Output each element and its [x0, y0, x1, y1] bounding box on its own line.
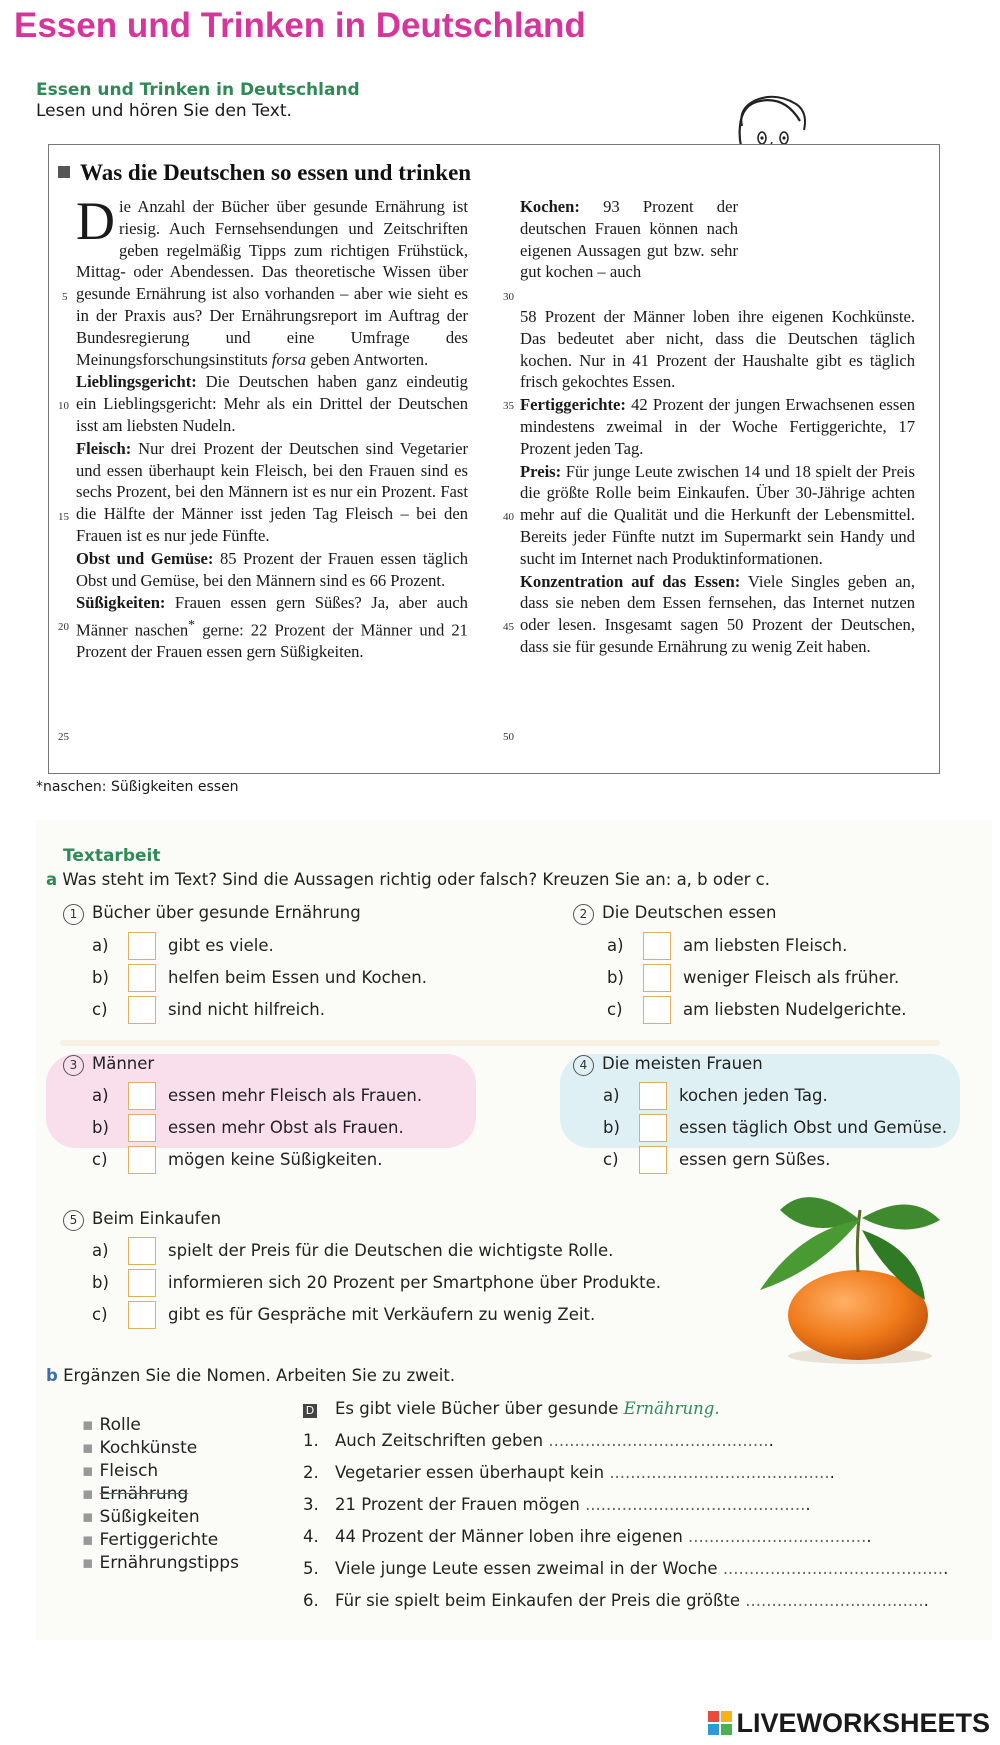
p4-text-b: gerne: 22 Prozent der Männer und 21 Prozent der Frauen essen gern Süßigkeiten.	[76, 620, 468, 662]
question-stem-text: Beim Einkaufen	[92, 1209, 222, 1228]
word-list-item-used: ▪ Ernährung	[82, 1484, 189, 1504]
option-label: b)	[92, 967, 109, 987]
textarbeit-heading: Textarbeit	[63, 846, 161, 866]
article-right-column	[520, 306, 915, 659]
p6-text: 42 Prozent der jungen Erwachsenen essen mindestens zweimal in der Woche Fertiggerichte, 17 Prozent jeden Tag.	[520, 395, 915, 458]
question-5-stem	[63, 1209, 221, 1231]
logo-text: LIVEWORKSHEETS	[736, 1708, 990, 1738]
q2-checkbox-a[interactable]	[643, 932, 671, 960]
article-title	[58, 160, 471, 186]
p4-text-a: Frauen essen gern Süßes? Ja, aber auch Männer naschen	[76, 593, 468, 640]
question-number-circle: 3	[63, 1055, 84, 1076]
question-1-stem	[63, 903, 361, 925]
option-label: c)	[607, 999, 623, 1019]
option-label: a)	[607, 935, 624, 955]
divider-band	[60, 1040, 940, 1046]
line-number: 50	[503, 731, 514, 743]
task-a-letter: a	[46, 870, 58, 889]
word-list-item: ▪ Süßigkeiten	[82, 1507, 200, 1527]
intro-end: geben Antworten.	[310, 349, 429, 369]
lesson-instruction: Lesen und hören Sie den Text.	[36, 101, 292, 121]
line-number: 40	[503, 511, 514, 523]
p5-text-a: 93 Prozent der deutschen Frauen können nach eigenen Aussagen gut bzw. sehr gut kochen – auch	[520, 197, 738, 282]
sentence-3: 3. 21 Prozent der Frauen mögen ...........................................	[303, 1495, 811, 1514]
option-text: essen mehr Fleisch als Frauen.	[168, 1085, 423, 1105]
option-text: sind nicht hilfreich.	[168, 999, 326, 1019]
line-number: 20	[58, 621, 69, 633]
question-3-stem	[63, 1054, 154, 1076]
p8-text: Viele Singles geben an, dass sie neben dem Essen fernsehen, das Internet nutzen oder lesen. Insgesamt sagen 50 Prozent der Deutschen, dass sie für gesunde Ernährung zu wenig Zeit haben.	[520, 571, 915, 656]
sentence-2: 2. Vegetarier essen überhaupt kein ...........................................	[303, 1463, 835, 1482]
line-number: 10	[58, 400, 69, 412]
q3-option-c	[92, 1146, 382, 1174]
article-title-text: Was die Deutschen so essen und trinken	[80, 160, 472, 185]
word-list-item: ▪ Rolle	[82, 1415, 141, 1435]
q4-option-c	[603, 1146, 830, 1174]
word-list-item: ▪ Ernährungstipps	[82, 1553, 239, 1573]
q3-checkbox-b[interactable]	[128, 1114, 156, 1142]
q4-checkbox-c[interactable]	[639, 1146, 667, 1174]
q3-option-a	[92, 1082, 422, 1110]
line-number: 45	[503, 621, 514, 633]
p4-heading: Süßigkeiten:	[76, 593, 166, 613]
q1-checkbox-c[interactable]	[128, 996, 156, 1024]
word-list-item: ▪ Fertiggerichte	[82, 1530, 219, 1550]
q2-option-a	[607, 932, 847, 960]
q1-option-b	[92, 964, 427, 992]
p2-text: Nur drei Prozent der Deutschen sind Vegetarier und essen überhaupt kein Fleisch, bei den Frauen sind es sechs Prozent, bei den Männern ist es nur ein Prozent. Fast die Hälfte der Männer isst jeden Tag Fleisch – bei den Frauen ist es nur jede Fünfte.	[76, 438, 468, 545]
word-list	[82, 1414, 239, 1575]
line-number: 25	[58, 731, 69, 743]
blank-1[interactable]: ..........................................	[548, 1431, 769, 1450]
blank-2[interactable]: ..........................................	[609, 1463, 830, 1482]
question-stem-text: Bücher über gesunde Ernährung	[92, 903, 361, 922]
footnote: *naschen: Süßigkeiten essen	[36, 779, 239, 795]
question-2-stem	[573, 903, 776, 925]
question-stem-text: Die Deutschen essen	[602, 903, 777, 922]
option-text: informieren sich 20 Prozent per Smartphone über Produkte.	[168, 1272, 661, 1292]
blank-5[interactable]: ..........................................	[722, 1559, 944, 1578]
option-text: kochen jeden Tag.	[679, 1085, 828, 1105]
blank-6[interactable]: ..................................	[745, 1591, 924, 1610]
option-label: a)	[603, 1085, 620, 1105]
q4-option-b	[603, 1114, 947, 1142]
task-a-text: Was steht im Text? Sind die Aussagen richtig oder falsch? Kreuzen Sie an: a, b oder c.	[62, 870, 770, 889]
p5-text-b: 58 Prozent der Männer loben ihre eigenen Kochkünste. Das bedeutet aber nicht, dass die Deutschen täglich kochen. Nur in 41 Prozent der Haushalte gibt es täglich frisch gekochtes Essen.	[520, 307, 915, 392]
q5-option-a	[92, 1237, 613, 1265]
q2-checkbox-b[interactable]	[643, 964, 671, 992]
example-answer: Ernährung.	[623, 1399, 720, 1418]
option-label: b)	[92, 1272, 109, 1292]
option-text: essen mehr Obst als Frauen.	[168, 1117, 404, 1137]
q3-checkbox-c[interactable]	[128, 1146, 156, 1174]
example-text: Es gibt viele Bücher über gesunde	[335, 1399, 619, 1418]
q3-checkbox-a[interactable]	[128, 1082, 156, 1110]
q5-checkbox-b[interactable]	[128, 1269, 156, 1297]
task-b-instruction	[46, 1366, 455, 1385]
option-label: b)	[92, 1117, 109, 1137]
option-text: gibt es viele.	[168, 935, 274, 955]
page-title: Essen und Trinken in Deutschland	[14, 6, 586, 45]
option-label: c)	[92, 1304, 108, 1324]
forsa-text: forsa	[271, 349, 307, 369]
q4-checkbox-a[interactable]	[639, 1082, 667, 1110]
question-stem-text: Männer	[92, 1054, 155, 1073]
option-text: helfen beim Essen und Kochen.	[168, 967, 427, 987]
p2-heading: Fleisch:	[76, 438, 132, 458]
blank-4[interactable]: ..................................	[688, 1527, 867, 1546]
question-4-stem	[573, 1054, 763, 1076]
line-number: 35	[503, 400, 514, 412]
option-text: am liebsten Nudelgerichte.	[683, 999, 907, 1019]
option-label: c)	[603, 1149, 619, 1169]
option-text: gibt es für Gespräche mit Verkäufern zu wenig Zeit.	[168, 1304, 596, 1324]
p6-heading: Fertiggerichte:	[520, 395, 626, 415]
option-text: weniger Fleisch als früher.	[683, 967, 900, 987]
q5-checkbox-c[interactable]	[128, 1301, 156, 1329]
question-number-circle: 5	[63, 1210, 84, 1231]
intro-text: ie Anzahl der Bücher über gesunde Ernährung ist riesig. Auch Fernsehsendungen und Zeitschriften geben regelmäßig Tipps zum richtigen Frühstück, Mittag- oder Abendessen. Das theoretische Wissen über gesunde Ernährung ist also vorhanden – aber wie sieht es in der Praxis aus? Der Ernährungsreport im Auftrag der Bundesregierung und eine Umfrage des Meinungsforschungsinstituts	[76, 197, 468, 369]
question-number-circle: 4	[573, 1055, 594, 1076]
q4-option-a	[603, 1082, 828, 1110]
option-label: a)	[92, 1085, 109, 1105]
option-label: c)	[92, 1149, 108, 1169]
blank-3[interactable]: ..........................................	[585, 1495, 806, 1514]
article-right-column-top	[520, 196, 738, 284]
task-a-instruction	[46, 870, 770, 889]
q5-option-c	[92, 1301, 595, 1329]
tangerine-illustration	[740, 1180, 950, 1370]
example-marker-icon: D	[303, 1404, 317, 1418]
question-number-circle: 1	[63, 904, 84, 925]
liveworksheets-grid-icon	[708, 1711, 732, 1735]
option-label: b)	[603, 1117, 620, 1137]
q5-checkbox-a[interactable]	[128, 1237, 156, 1265]
task-b-letter: b	[46, 1366, 58, 1385]
sentence-6: 6. Für sie spielt beim Einkaufen der Preis die größte ...................................	[303, 1591, 929, 1610]
p1-text: Die Deutschen haben ganz eindeutig ein Lieblingsgericht: Mehr als ein Drittel der Deutschen isst am liebsten Nudeln.	[76, 372, 468, 435]
p5-heading: Kochen:	[520, 197, 580, 216]
task-b-text: Ergänzen Sie die Nomen. Arbeiten Sie zu zweit.	[63, 1366, 456, 1385]
lesson-heading: Essen und Trinken in Deutschland	[36, 80, 360, 100]
q1-option-a	[92, 932, 274, 960]
title-square-icon	[58, 166, 70, 178]
p7-heading: Preis:	[520, 461, 562, 481]
p7-text: Für junge Leute zwischen 14 und 18 spielt der Preis die größte Rolle beim Einkaufen. Über 30-Jährige achten mehr auf die Qualität und die Herkunft der Lebensmittel. Bereits jeder Fünfte nutzt im Supermarkt sein Handy und sucht im Internet nach Produktinformationen.	[520, 461, 916, 568]
article-left-column	[76, 191, 468, 664]
option-text: essen täglich Obst und Gemüse.	[679, 1117, 948, 1137]
line-number: 5	[62, 291, 68, 303]
q2-checkbox-c[interactable]	[643, 996, 671, 1024]
option-text: spielt der Preis für die Deutschen die wichtigste Rolle.	[168, 1240, 614, 1260]
q1-option-c	[92, 996, 325, 1024]
option-text: essen gern Süßes.	[679, 1149, 831, 1169]
q1-checkbox-b[interactable]	[128, 964, 156, 992]
drop-cap: D	[76, 191, 115, 251]
p8-heading: Konzentration auf das Essen:	[520, 571, 741, 591]
example-sentence	[303, 1399, 720, 1418]
word-list-item: ▪ Kochkünste	[82, 1438, 198, 1458]
question-stem-text: Die meisten Frauen	[602, 1054, 763, 1073]
line-number: 15	[58, 511, 69, 523]
sentence-4: 4. 44 Prozent der Männer loben ihre eigenen ...................................	[303, 1527, 872, 1546]
p3-text: 85 Prozent der Frauen essen täglich Obst und Gemüse, bei den Männern sind es 66 Prozent.	[76, 548, 468, 590]
option-label: a)	[92, 935, 109, 955]
question-number-circle: 2	[573, 904, 594, 925]
p1-heading: Lieblingsgericht:	[76, 372, 197, 392]
option-label: c)	[92, 999, 108, 1019]
liveworksheets-logo	[708, 1708, 990, 1739]
option-text: mögen keine Süßigkeiten.	[168, 1149, 383, 1169]
word-list-item: ▪ Fleisch	[82, 1461, 159, 1481]
option-label: b)	[607, 967, 624, 987]
q5-option-b	[92, 1269, 661, 1297]
q2-option-c	[607, 996, 907, 1024]
sentence-1: 1. Auch Zeitschriften geben ...........................................	[303, 1431, 774, 1450]
q1-checkbox-a[interactable]	[128, 932, 156, 960]
option-label: a)	[92, 1240, 109, 1260]
p3-heading: Obst und Gemüse:	[76, 548, 214, 568]
q2-option-b	[607, 964, 899, 992]
sentence-5: 5. Viele junge Leute essen zweimal in der Woche ...........................................	[303, 1559, 949, 1578]
q3-option-b	[92, 1114, 404, 1142]
q4-checkbox-b[interactable]	[639, 1114, 667, 1142]
line-number: 30	[503, 291, 514, 303]
footnote-mark: *	[188, 617, 196, 633]
option-text: am liebsten Fleisch.	[683, 935, 848, 955]
